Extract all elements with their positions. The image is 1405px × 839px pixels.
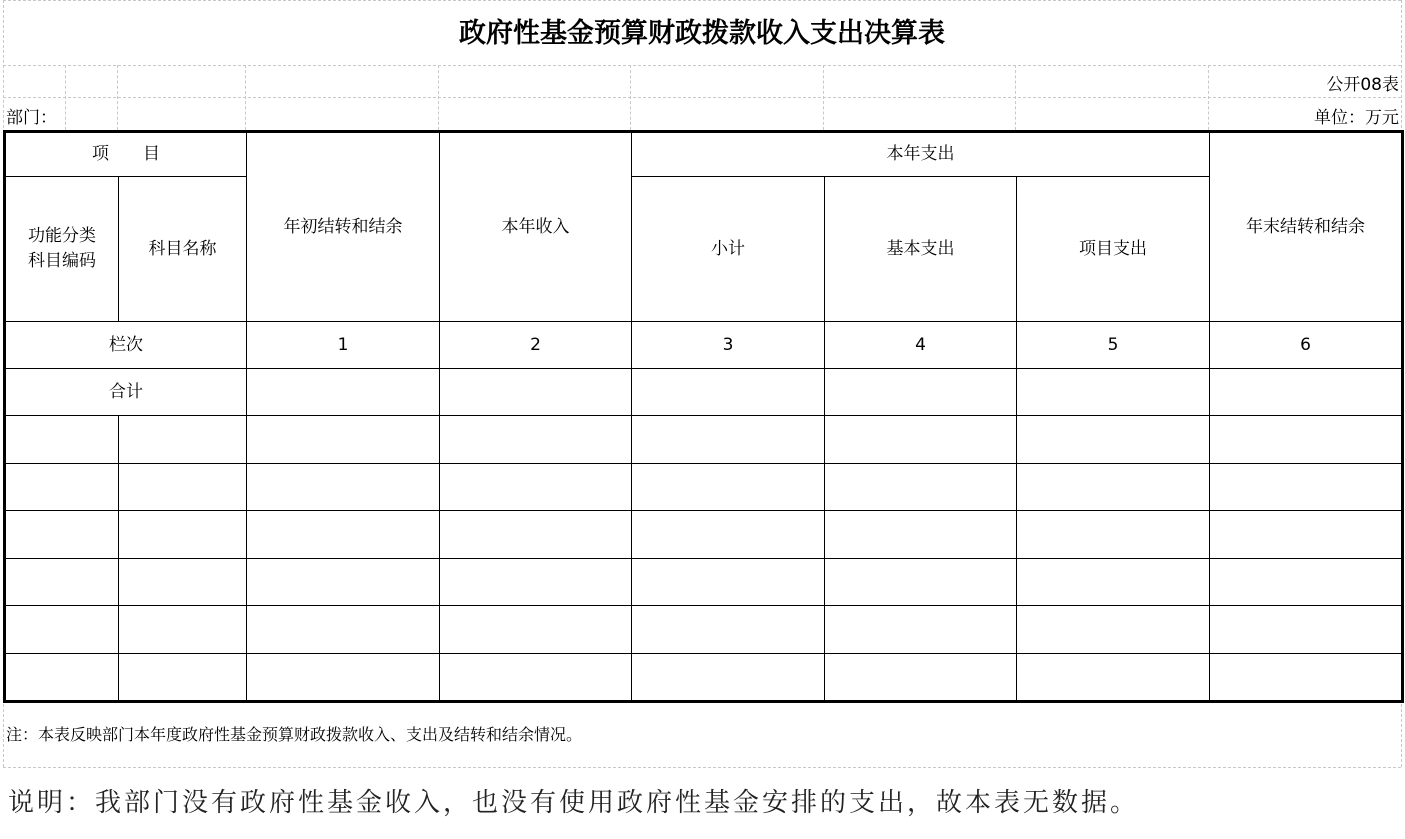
table-cell	[1210, 369, 1403, 416]
header-project-expense: 项目支出	[1017, 177, 1210, 322]
gridline	[3, 97, 1401, 98]
column-index-label: 栏次	[5, 322, 247, 369]
total-row	[5, 369, 1403, 416]
gridline	[630, 65, 631, 130]
gridline	[823, 65, 824, 130]
header-subject-name: 科目名称	[119, 177, 247, 322]
gridline	[245, 65, 246, 130]
table-cell	[247, 369, 440, 416]
header-subtotal: 小计	[632, 177, 825, 322]
gridline	[1015, 65, 1016, 130]
department-label: 部门：	[6, 108, 57, 128]
column-number: 5	[1017, 322, 1210, 369]
column-number: 4	[825, 322, 1017, 369]
header-item: 项 目	[5, 132, 247, 177]
data-table	[3, 130, 1404, 703]
table-row	[5, 654, 1403, 702]
unit-label: 单位：万元	[1314, 108, 1399, 128]
table-code: 公开08表	[1326, 75, 1399, 95]
column-number: 2	[440, 322, 632, 369]
table-note: 注：本表反映部门本年度政府性基金预算财政拨款收入、支出及结转和结余情况。	[6, 725, 583, 744]
page-title: 政府性基金预算财政拨款收入支出决算表	[459, 18, 945, 49]
column-number: 1	[247, 322, 440, 369]
table-cell	[1017, 369, 1210, 416]
table-cell	[440, 369, 632, 416]
header-current-expense: 本年支出	[632, 132, 1210, 177]
table-row	[5, 464, 1403, 511]
gridline	[65, 65, 66, 130]
explanation-text: 说明：我部门没有政府性基金收入，也没有使用政府性基金安排的支出，故本表无数据。	[8, 788, 1140, 818]
table-cell	[825, 369, 1017, 416]
gridline	[438, 65, 439, 130]
total-label: 合计	[5, 369, 247, 416]
column-number: 6	[1210, 322, 1403, 369]
table-cell	[632, 369, 825, 416]
gridline	[1208, 65, 1209, 130]
header-current-income: 本年收入	[440, 132, 632, 322]
header-opening-balance: 年初结转和结余	[247, 132, 440, 322]
table-row	[5, 559, 1403, 606]
table-row	[5, 416, 1403, 464]
header-closing-balance: 年末结转和结余	[1210, 132, 1403, 322]
header-func-code: 功能分类科目编码	[5, 177, 119, 322]
header-basic-expense: 基本支出	[825, 177, 1017, 322]
column-index-row	[5, 322, 1403, 369]
table-row	[5, 606, 1403, 654]
gridline	[117, 65, 118, 130]
column-number: 3	[632, 322, 825, 369]
gridline	[3, 65, 1401, 66]
table-row	[5, 511, 1403, 559]
gridline	[3, 767, 1401, 768]
